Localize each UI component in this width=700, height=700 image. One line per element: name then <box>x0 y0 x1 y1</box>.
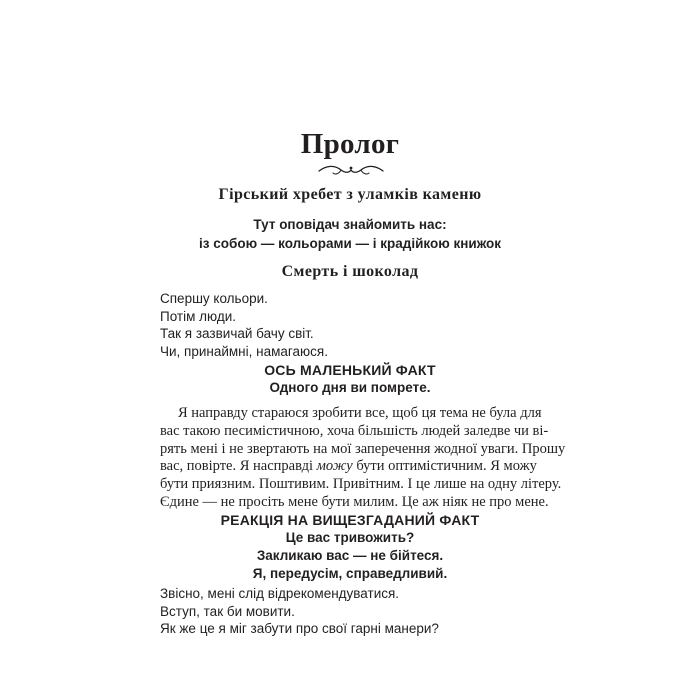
paragraph-line: вас такою песимістичною, хоча більшість людей заледве чи ві- <box>160 422 549 439</box>
paragraph-text: бути оптимістичним. Я можу <box>352 458 537 475</box>
text-line: Так я зазвичай бачу світ. <box>160 326 314 341</box>
intro-line: Тут оповідач знайомить нас: <box>253 217 447 232</box>
fact-text: Одного дня ви помрете. <box>269 380 431 395</box>
fact-note <box>0 361 700 397</box>
text-line: Спершу кольори. <box>160 291 268 306</box>
paragraph-line: Я направду стараюся зробити все, щоб ця тема не була для <box>178 405 542 421</box>
reaction-heading: РЕАКЦІЯ НА ВИЩЕЗГАДАНИЙ ФАКТ <box>220 512 480 528</box>
flourish-ornament-icon <box>317 163 385 177</box>
reaction-line: Я, передусім, справедливий. <box>252 566 448 581</box>
paragraph-line <box>160 458 537 476</box>
fact-heading: ОСЬ МАЛЕНЬКИЙ ФАКТ <box>264 362 436 378</box>
paragraph-line: Єдине — не просіть мене бути милим. Це аж ніяк не про мене. <box>160 493 549 510</box>
text-line: Потім люди. <box>160 308 237 324</box>
text-line: Як же це я міг забути про свої гарні манери? <box>160 621 439 636</box>
emphasis-word: можу <box>316 458 353 475</box>
reaction-line: Це вас тривожить? <box>285 530 415 545</box>
intro-line: із собою — кольорами — і крадійкою книжок <box>199 236 501 251</box>
opening-lines <box>160 290 560 360</box>
paragraph-line: рять мені і не звертають на мої заперечення жодної уваги. Прошу <box>160 440 566 457</box>
reaction-line: Закликаю вас — не бійтеся. <box>256 548 444 563</box>
body-paragraph <box>160 405 566 512</box>
chapter-title: Пролог <box>300 128 400 160</box>
paragraph-text: вас, повірте. Я насправді <box>160 458 317 475</box>
text-line: Вступ, так би мовити. <box>160 603 295 619</box>
closing-lines <box>160 585 560 638</box>
text-line: Звісно, мені слід відрекомендуватися. <box>160 586 400 601</box>
chapter-intro <box>0 215 700 253</box>
section-title: Смерть і шоколад <box>281 263 419 280</box>
reaction-note <box>0 511 700 583</box>
paragraph-line: бути приязним. Поштивим. Привітним. І це лише на одну літеру. <box>160 476 562 493</box>
text-line: Чи, принаймні, намагаюся. <box>160 343 328 359</box>
chapter-subtitle: Гірський хребет з уламків каменю <box>218 186 482 203</box>
